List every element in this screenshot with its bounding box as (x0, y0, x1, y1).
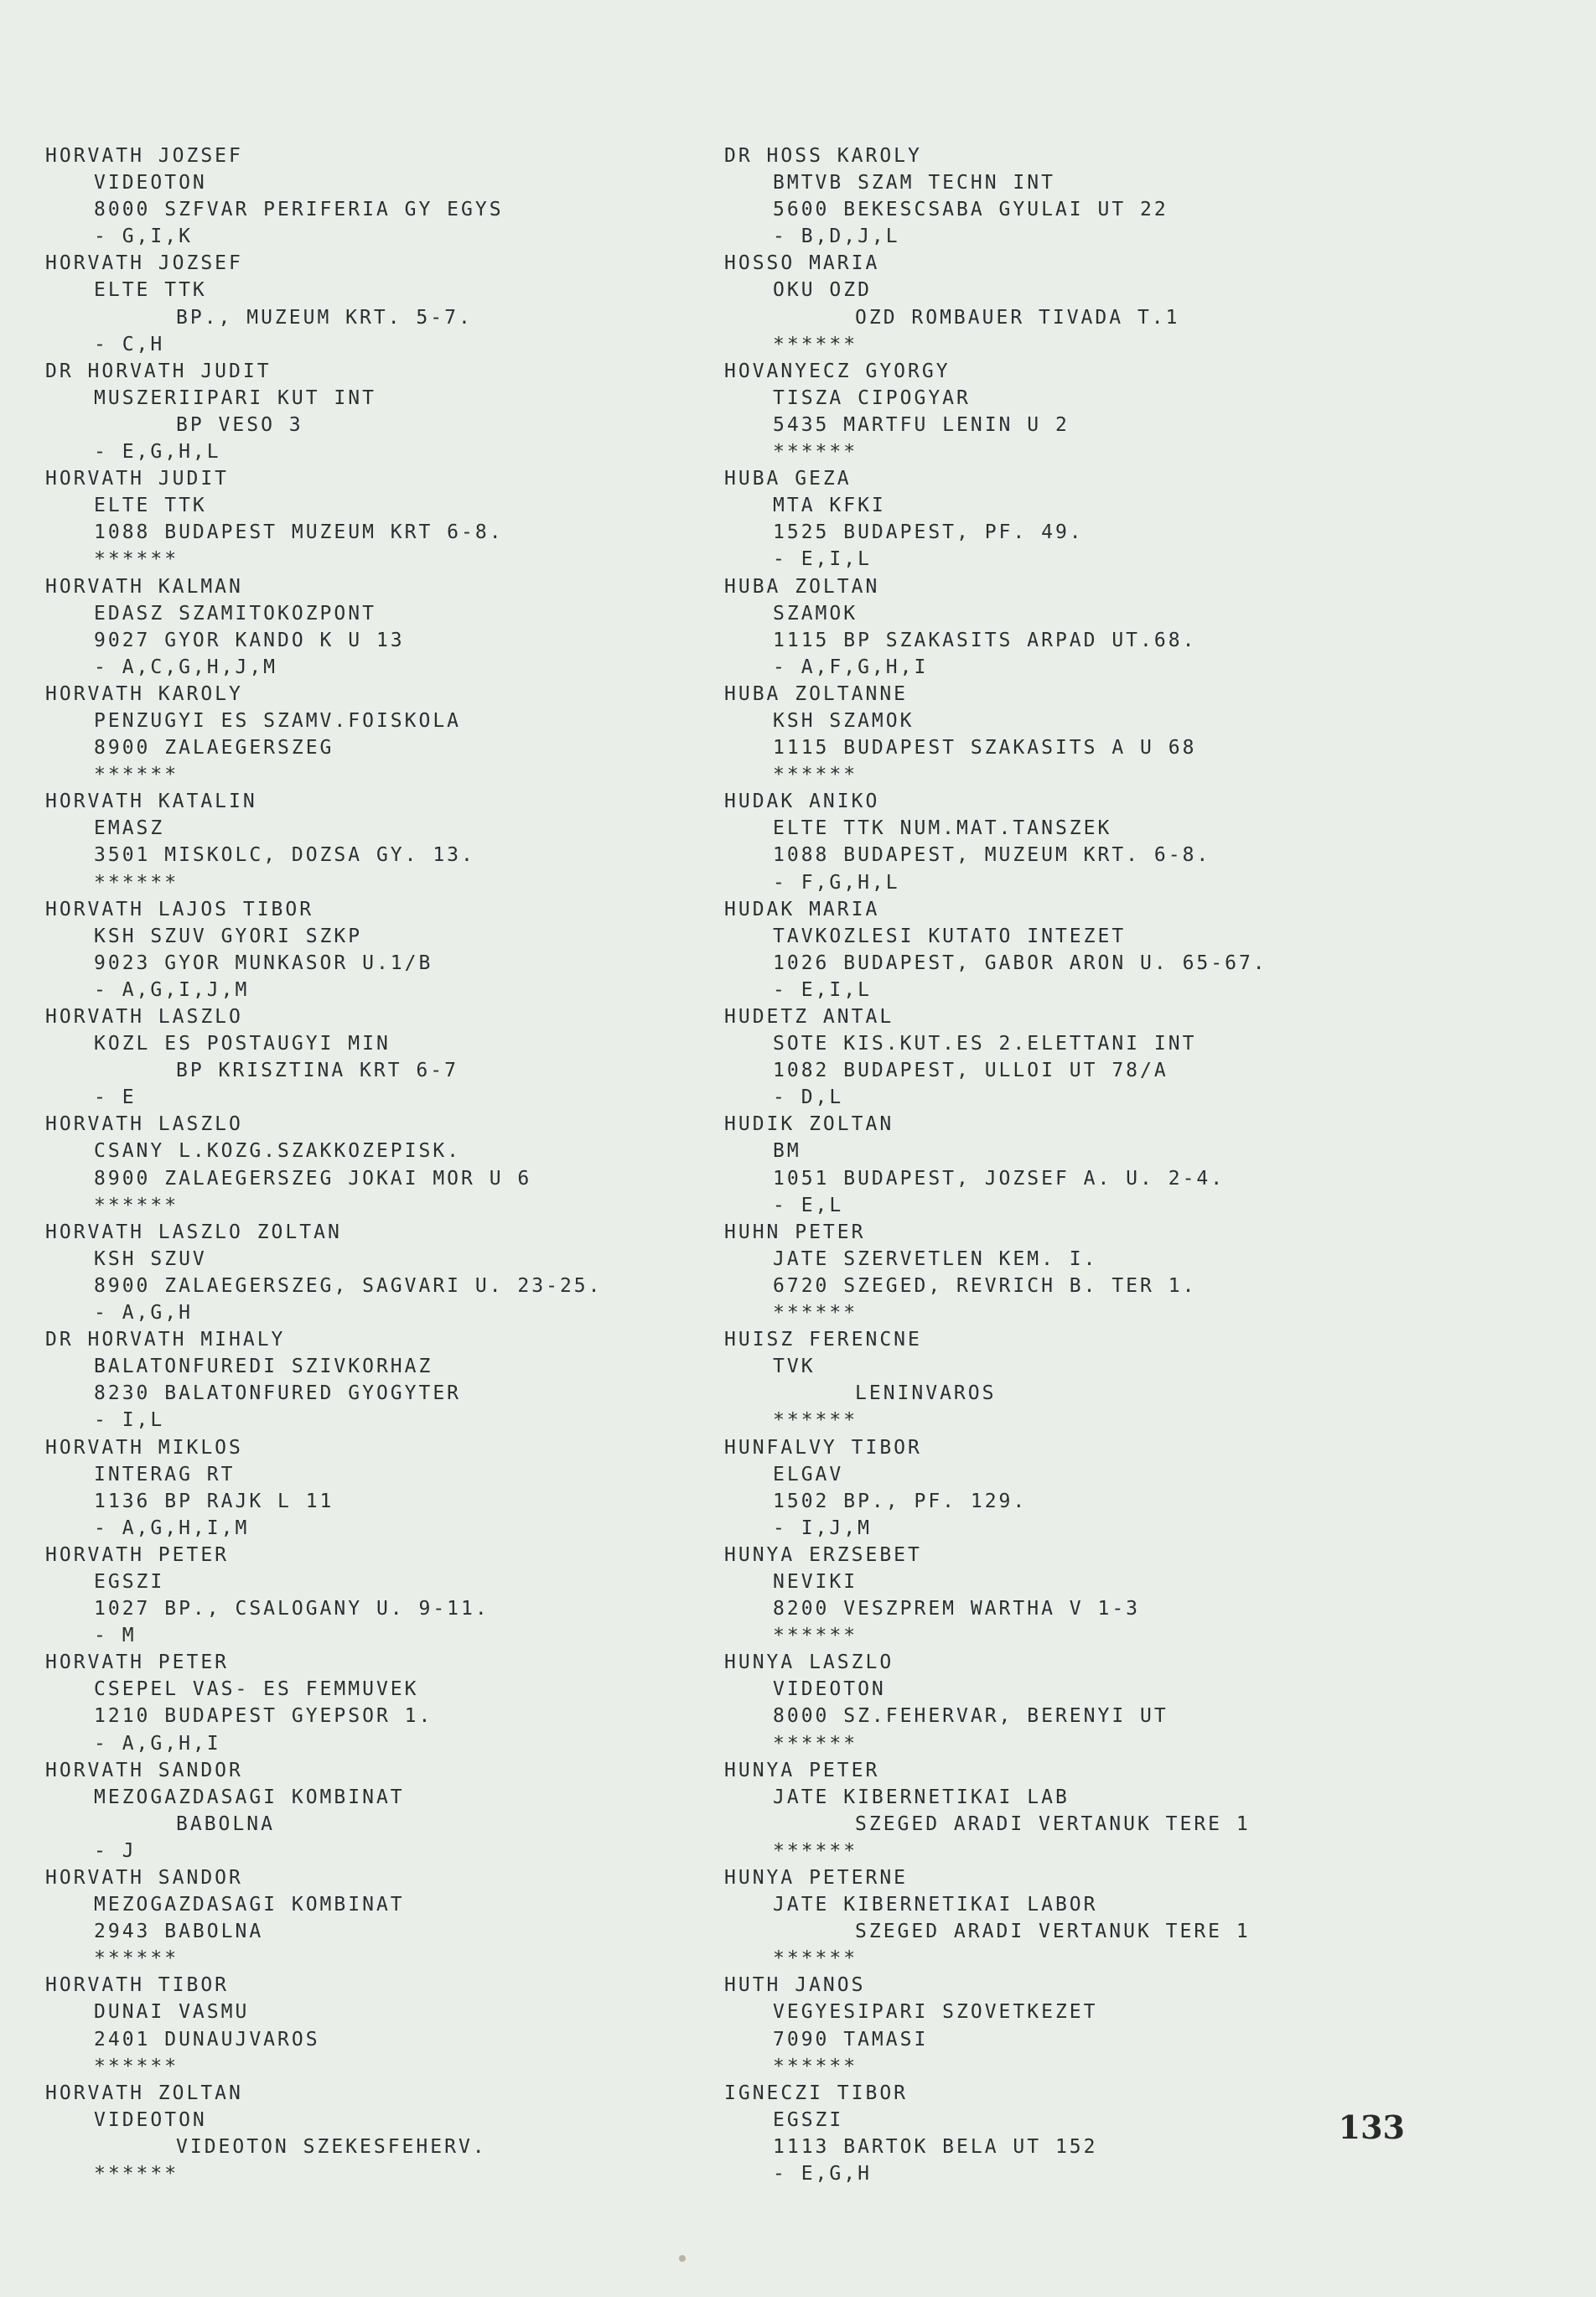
entry-line: - A,G,H,I (94, 1732, 221, 1755)
directory-entry (724, 1649, 1378, 1756)
entry-line: MTA KFKI (773, 495, 886, 517)
directory-entry (45, 1972, 716, 2079)
entry-line: JATE KIBERNETIKAI LAB (773, 1786, 1070, 1808)
directory-entry (45, 1111, 716, 1218)
entry-line: - M (94, 1625, 137, 1647)
directory-entry (724, 1757, 1378, 1864)
entry-name: HORVATH KAROLY (45, 682, 243, 705)
entry-name: HUNYA ERZSEBET (724, 1543, 922, 1566)
entry-line: - A,C,G,H,J,M (94, 656, 278, 678)
entry-line: ****** (773, 333, 858, 355)
entry-line: OKU OZD (773, 279, 872, 302)
entry-line: KSH SZUV GYORI SZKP (94, 925, 363, 947)
entry-name: HORVATH LASZLO (45, 1006, 243, 1028)
entry-line: 1115 BP SZAKASITS ARPAD UT.68. (773, 629, 1197, 651)
entry-line: 5600 BEKESCSABA GYULAI UT 22 (773, 199, 1168, 221)
entry-line: 1115 BUDAPEST SZAKASITS A U 68 (773, 737, 1197, 760)
entry-line: 2401 DUNAUJVAROS (94, 2028, 320, 2051)
entry-line: KSH SZAMOK (773, 709, 915, 732)
entry-name: HORVATH LASZLO ZOLTAN (45, 1221, 342, 1243)
directory-entry (45, 1434, 716, 1542)
entry-name: HOVANYECZ GYORGY (724, 360, 951, 382)
entry-line: BABOLNA (176, 1812, 275, 1835)
entry-line: 1502 BP., PF. 129. (773, 1490, 1028, 1512)
directory-entry (45, 1219, 716, 1326)
entry-name: HUBA GEZA (724, 468, 852, 490)
directory-entry (724, 465, 1378, 573)
entry-name: IGNECZI TIBOR (724, 2082, 909, 2104)
entry-name: DR HOSS KAROLY (724, 145, 922, 167)
entry-line: KOZL ES POSTAUGYI MIN (94, 1033, 391, 1055)
entry-line: - A,G,I,J,M (94, 978, 250, 1001)
entry-line: 9023 GYOR MUNKASOR U.1/B (94, 951, 433, 974)
entry-line: 8000 SZFVAR PERIFERIA GY EGYS (94, 199, 504, 221)
entry-line: 1051 BUDAPEST, JOZSEF A. U. 2-4. (773, 1167, 1226, 1190)
entry-name: HORVATH KALMAN (45, 575, 243, 598)
entry-line: NEVIKI (773, 1570, 858, 1593)
entry-line: KSH SZUV (94, 1247, 207, 1270)
entry-line: - C,H (94, 333, 165, 355)
entry-line: ****** (773, 1732, 858, 1755)
entry-name: HORVATH PETER (45, 1543, 230, 1566)
entry-line: - E,I,L (773, 548, 872, 571)
entry-line: BMTVB SZAM TECHN INT (773, 172, 1055, 194)
entry-line: 1113 BARTOK BELA UT 152 (773, 2135, 1098, 2158)
entry-line: 1210 BUDAPEST GYEPSOR 1. (94, 1705, 433, 1728)
directory-entry (45, 1757, 716, 1864)
entry-name: HUBA ZOLTAN (724, 575, 880, 598)
entry-line: 8900 ZALAEGERSZEG JOKAI MOR U 6 (94, 1167, 532, 1190)
entry-line: VIDEOTON (94, 2108, 207, 2131)
directory-entry (724, 2080, 1378, 2187)
directory-entry (45, 1649, 716, 1756)
entry-line: 6720 SZEGED, REVRICH B. TER 1. (773, 1274, 1197, 1297)
entry-line: - F,G,H,L (773, 871, 900, 894)
entry-name: HUDIK ZOLTAN (724, 1113, 894, 1136)
entry-line: ELTE TTK (94, 279, 207, 302)
entry-line: ELTE TTK (94, 495, 207, 517)
entry-line: ****** (94, 2055, 179, 2077)
directory-entry (45, 465, 716, 573)
directory-entry (45, 1003, 716, 1111)
entry-line: LENINVAROS (855, 1382, 997, 1405)
entry-line: DUNAI VASMU (94, 2001, 250, 2024)
entry-line: 2943 BABOLNA (94, 1921, 264, 1943)
entry-name: HUNYA PETERNE (724, 1867, 909, 1889)
entry-line: EGSZI (94, 1570, 165, 1593)
entry-name: DR HORVATH JUDIT (45, 360, 272, 382)
entry-line: ****** (94, 1947, 179, 1970)
entry-name: HORVATH MIKLOS (45, 1436, 243, 1459)
entry-line: EDASZ SZAMITOKOZPONT (94, 602, 376, 625)
directory-entry (724, 1864, 1378, 1972)
directory-entry (45, 1864, 716, 1972)
directory-entry (45, 1542, 716, 1649)
entry-line: - E,G,H,L (94, 441, 221, 464)
directory-entry (724, 573, 1378, 681)
entry-line: ****** (94, 871, 179, 894)
entry-line: - A,G,H (94, 1302, 193, 1325)
directory-entry (724, 250, 1378, 357)
directory-entry (724, 788, 1378, 895)
entry-line: SOTE KIS.KUT.ES 2.ELETTANI INT (773, 1033, 1197, 1055)
directory-entry (724, 143, 1378, 250)
entry-name: HUDAK MARIA (724, 898, 880, 920)
entry-line: ****** (773, 1409, 858, 1432)
directory-entry (45, 250, 716, 357)
entry-line: JATE KIBERNETIKAI LABOR (773, 1894, 1098, 1916)
entry-line: 1026 BUDAPEST, GABOR ARON U. 65-67. (773, 951, 1267, 974)
entry-name: DR HORVATH MIHALY (45, 1329, 286, 1351)
directory-entry (724, 1326, 1378, 1434)
entry-name: HUTH JANOS (724, 1974, 866, 1997)
directory-entry (45, 681, 716, 788)
entry-line: 8230 BALATONFURED GYOGYTER (94, 1382, 462, 1405)
entry-line: 8900 ZALAEGERSZEG (94, 737, 334, 760)
entry-name: HORVATH JOZSEF (45, 145, 243, 167)
directory-entry (724, 1542, 1378, 1649)
directory-entry (45, 788, 716, 895)
entry-line: PENZUGYI ES SZAMV.FOISKOLA (94, 709, 462, 732)
entry-line: 1082 BUDAPEST, ULLOI UT 78/A (773, 1060, 1168, 1082)
directory-entry (45, 896, 716, 1003)
entry-line: ****** (773, 1625, 858, 1647)
directory-entry (724, 681, 1378, 788)
page-number: 133 (1338, 2108, 1405, 2146)
entry-line: ****** (773, 764, 858, 786)
entry-line: - E (94, 1086, 137, 1109)
directory-entry (724, 1972, 1378, 2079)
entry-name: HORVATH TIBOR (45, 1974, 230, 1997)
entry-line: 1136 BP RAJK L 11 (94, 1490, 334, 1512)
entry-line: ****** (94, 764, 179, 786)
entry-line: 8900 ZALAEGERSZEG, SAGVARI U. 23-25. (94, 1274, 603, 1297)
entry-line: BP., MUZEUM KRT. 5-7. (176, 306, 473, 329)
entry-name: HORVATH KATALIN (45, 791, 257, 813)
paper-speck (679, 2255, 686, 2262)
directory-entry (45, 358, 716, 465)
entry-line: SZEGED ARADI VERTANUK TERE 1 (855, 1921, 1251, 1943)
directory-entry (45, 573, 716, 681)
entry-name: HUNYA LASZLO (724, 1651, 894, 1674)
entry-name: HORVATH JUDIT (45, 468, 230, 490)
entry-name: HORVATH PETER (45, 1651, 230, 1674)
entry-line: - E,G,H (773, 2163, 872, 2186)
entry-name: HUNYA PETER (724, 1759, 880, 1781)
entry-line: - E,L (773, 1194, 844, 1216)
entry-line: BP KRISZTINA KRT 6-7 (176, 1060, 459, 1082)
entry-line: EMASZ (94, 817, 165, 840)
right-column (724, 143, 1378, 2187)
entry-line: 3501 MISKOLC, DOZSA GY. 13. (94, 844, 475, 867)
directory-entry (724, 1003, 1378, 1111)
entry-name: HOSSO MARIA (724, 252, 880, 275)
entry-line: BP VESO 3 (176, 413, 303, 436)
entry-line: ELGAV (773, 1463, 844, 1486)
entry-line: VIDEOTON (94, 172, 207, 194)
entry-line: ****** (94, 548, 179, 571)
entry-line: - E,I,L (773, 978, 872, 1001)
entry-line: SZEGED ARADI VERTANUK TERE 1 (855, 1812, 1251, 1835)
left-column (45, 143, 716, 2187)
entry-line: ****** (773, 2055, 858, 2077)
entry-line: ****** (94, 1194, 179, 1216)
entry-line: TAVKOZLESI KUTATO INTEZET (773, 925, 1127, 947)
entry-line: MEZOGAZDASAGI KOMBINAT (94, 1894, 405, 1916)
entry-line: 8000 SZ.FEHERVAR, BERENYI UT (773, 1705, 1168, 1728)
entry-name: HORVATH LASZLO (45, 1113, 243, 1136)
entry-line: MUSZERIIPARI KUT INT (94, 386, 376, 409)
entry-line: ****** (94, 2163, 179, 2186)
entry-name: HUNFALVY TIBOR (724, 1436, 922, 1459)
entry-line: - J (94, 1839, 137, 1862)
entry-line: - I,J,M (773, 1517, 872, 1539)
directory-entry (45, 1326, 716, 1434)
entry-line: ****** (773, 441, 858, 464)
entry-line: SZAMOK (773, 602, 858, 625)
directory-entry (724, 358, 1378, 465)
entry-line: JATE SZERVETLEN KEM. I. (773, 1247, 1098, 1270)
entry-line: OZD ROMBAUER TIVADA T.1 (855, 306, 1180, 329)
entry-line: - D,L (773, 1086, 844, 1109)
entry-line: - A,F,G,H,I (773, 656, 929, 678)
entry-line: 9027 GYOR KANDO K U 13 (94, 629, 405, 651)
directory-entry (724, 896, 1378, 1003)
entry-name: HORVATH JOZSEF (45, 252, 243, 275)
entry-line: CSANY L.KOZG.SZAKKOZEPISK. (94, 1140, 462, 1163)
entry-line: 1027 BP., CSALOGANY U. 9-11. (94, 1598, 490, 1620)
directory-entry (724, 1219, 1378, 1326)
entry-line: ****** (773, 1302, 858, 1325)
entry-line: VEGYESIPARI SZOVETKEZET (773, 2001, 1098, 2024)
entry-name: HORVATH SANDOR (45, 1759, 243, 1781)
entry-line: ****** (773, 1839, 858, 1862)
entry-line: ELTE TTK NUM.MAT.TANSZEK (773, 817, 1112, 840)
entry-line: 1088 BUDAPEST, MUZEUM KRT. 6-8. (773, 844, 1211, 867)
directory-entry (45, 2080, 716, 2187)
directory-entry (724, 1111, 1378, 1218)
entry-line: BM (773, 1140, 801, 1163)
entry-line: VIDEOTON SZEKESFEHERV. (176, 2135, 487, 2158)
entry-name: HUDETZ ANTAL (724, 1006, 894, 1028)
entry-line: 8200 VESZPREM WARTHA V 1-3 (773, 1598, 1141, 1620)
entry-line: TISZA CIPOGYAR (773, 386, 971, 409)
entry-line: 7090 TAMASI (773, 2028, 929, 2051)
entry-line: 1525 BUDAPEST, PF. 49. (773, 521, 1084, 544)
entry-line: ****** (773, 1947, 858, 1970)
entry-line: INTERAG RT (94, 1463, 236, 1486)
entry-name: HORVATH SANDOR (45, 1867, 243, 1889)
entry-line: CSEPEL VAS- ES FEMMUVEK (94, 1678, 419, 1701)
entry-line: - I,L (94, 1409, 165, 1432)
entry-line: - G,I,K (94, 226, 193, 248)
entry-line: - B,D,J,L (773, 226, 900, 248)
entry-name: HUDAK ANIKO (724, 791, 880, 813)
entry-name: HUHN PETER (724, 1221, 866, 1243)
entry-line: TVK (773, 1356, 816, 1378)
entry-name: HUBA ZOLTANNE (724, 682, 909, 705)
entry-name: HUISZ FERENCNE (724, 1329, 922, 1351)
entry-line: 5435 MARTFU LENIN U 2 (773, 413, 1070, 436)
entry-line: MEZOGAZDASAGI KOMBINAT (94, 1786, 405, 1808)
entry-line: EGSZI (773, 2108, 844, 2131)
directory-entry (45, 143, 716, 250)
entry-line: BALATONFUREDI SZIVKORHAZ (94, 1356, 433, 1378)
entry-name: HORVATH LAJOS TIBOR (45, 898, 314, 920)
entry-line: VIDEOTON (773, 1678, 886, 1701)
entry-line: - A,G,H,I,M (94, 1517, 250, 1539)
entry-name: HORVATH ZOLTAN (45, 2082, 243, 2104)
entry-line: 1088 BUDAPEST MUZEUM KRT 6-8. (94, 521, 504, 544)
directory-entry (724, 1434, 1378, 1542)
